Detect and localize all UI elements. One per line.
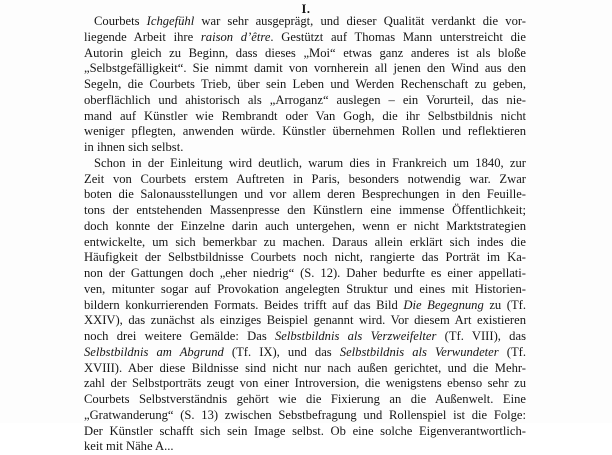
text-line (84, 46, 526, 62)
text-run: Courbets (94, 14, 147, 28)
text-line (84, 298, 526, 314)
text-line (84, 30, 526, 46)
text-line (84, 408, 526, 424)
text-run: zahl der Selbstporträts zeugt von einer Introversion, die wenigstens ebenso sehr zu (84, 376, 526, 391)
section-number-heading: I. (301, 2, 311, 16)
text-run: (Tf. IX), und das (223, 344, 340, 359)
text-run: non der Gattungen doch „eher niedrig“ (S. 12). Daher bedurfte es einer appellati- (84, 266, 526, 280)
text-line (84, 329, 526, 345)
text-line (84, 187, 526, 203)
text-line (84, 313, 526, 329)
italic-title: Selbstbildnis am Abgrund (84, 344, 224, 359)
text-run: boten die Salonausstellungen und vor allem deren Besprechungen in den Feuille- (84, 187, 526, 202)
text-line (84, 93, 526, 109)
text-run: Autorin gleich zu Beginn, dass dieses „Moi“ etwas ganz anderes ist als bloße (84, 45, 526, 60)
text-line (84, 376, 526, 392)
text-line (84, 250, 526, 266)
text-run: in ihnen sich selbst. (84, 140, 184, 154)
text-line (84, 77, 526, 93)
text-run: keit mit Nähe A... (84, 439, 174, 454)
text-run: oberflächlich und ahistorisch als „Arroganz“ auslegen – ein Vorurteil, das nie- (84, 92, 526, 107)
text-run: XXIV), das zunächst als einziges Beispiel genannt wird. Vor diesem Art existieren (84, 313, 526, 328)
text-line (84, 109, 526, 125)
italic-title: Selbstbildnis als Verwundeter (339, 344, 499, 359)
text-run: Courbets Selbstverständnis gehört wie die Fixierung an die Außenwelt. Eine (84, 392, 526, 406)
text-line (84, 266, 526, 282)
text-line (84, 424, 526, 440)
text-run: (Tf. (498, 344, 526, 359)
text-line (84, 61, 526, 77)
text-run: liegende Arbeit ihre (84, 29, 201, 44)
text-run: tons der entstehenden Massenpresse den Künstlern eine immense Öffentlichkeit; (84, 203, 526, 217)
italic-title: Selbstbildnis als Verzweifelter (275, 329, 437, 343)
text-run: entwickelte, um sich bemerkbar zu machen. Daraus allein erklärt sich indes die (84, 234, 526, 249)
text-line (84, 219, 526, 235)
text-line (84, 172, 526, 188)
text-line (84, 392, 526, 408)
text-run: mand auf Künstler wie Rembrandt oder Van Gogh, die ihr Selbstbildnis nicht (84, 108, 526, 123)
text-line (84, 439, 526, 454)
body-text (84, 14, 526, 454)
italic-title: Die Begegnung (403, 297, 484, 312)
text-line (84, 282, 526, 298)
text-run: . Gestützt auf Thomas Mann unterstreicht die (270, 29, 526, 44)
italic-title: raison d’être (200, 29, 271, 44)
text-line (84, 156, 526, 172)
text-run: Segeln, die Courbets Trieb, über sein Leben und Werden Rechenschaft zu geben, (84, 77, 526, 91)
text-run: bildern konkurrierenden Formats. Beides trifft auf das Bild (84, 297, 404, 312)
text-line (84, 203, 526, 219)
text-run: war sehr ausgeprägt, und dieser Qualität verdankt die vor- (194, 14, 526, 28)
italic-title: Ichgefühl (146, 14, 195, 28)
text-run: XVIII). Aber diese Bildnisse sind nicht nur nach außen gerichtet, und die Mehr- (84, 360, 526, 375)
text-line (84, 14, 526, 30)
text-run: zu (Tf. (483, 297, 526, 312)
text-run: „Gratwanderung“ (S. 13) zwischen Sebstbefragung und Rollenspiel ist die Folge: (84, 407, 526, 422)
text-run: (Tf. VIII), das (436, 329, 526, 343)
text-run: doch konnte der Einzelne darin auch untergehen, wenn er nicht Marktstrategien (84, 218, 526, 233)
text-run: Zeit von Courbets erstem Auftreten in Paris, besonders notwendig war. Zwar (84, 171, 526, 186)
text-run: Schon in der Einleitung wird deutlich, warum dies in Frankreich um 1840, zur (94, 155, 526, 170)
text-run: noch drei weitere Gemälde: Das (84, 329, 275, 343)
text-run: weniger pflegten, anwenden würde. Künstler übernehmen Rollen und reflektieren (84, 124, 526, 139)
text-run: Häufigkeit der Selbstbildnisse Courbets noch nicht, rangierte das Porträt im Ka- (84, 250, 526, 265)
text-run: ven, mitunter sogar auf Provokation angelegten Struktur und eines mit Historien- (84, 281, 526, 296)
text-line (84, 140, 526, 156)
text-line (84, 361, 526, 377)
text-run: „Selbstgefälligkeit“. Sie nimmt damit von vornherein all jenen den Wind aus den (84, 61, 526, 76)
text-line (84, 235, 526, 251)
text-line (84, 345, 526, 361)
text-run: Der Künstler schafft sich sein Image selbst. Ob eine solche Eigenverantwortlich- (84, 423, 526, 438)
text-line (84, 124, 526, 140)
